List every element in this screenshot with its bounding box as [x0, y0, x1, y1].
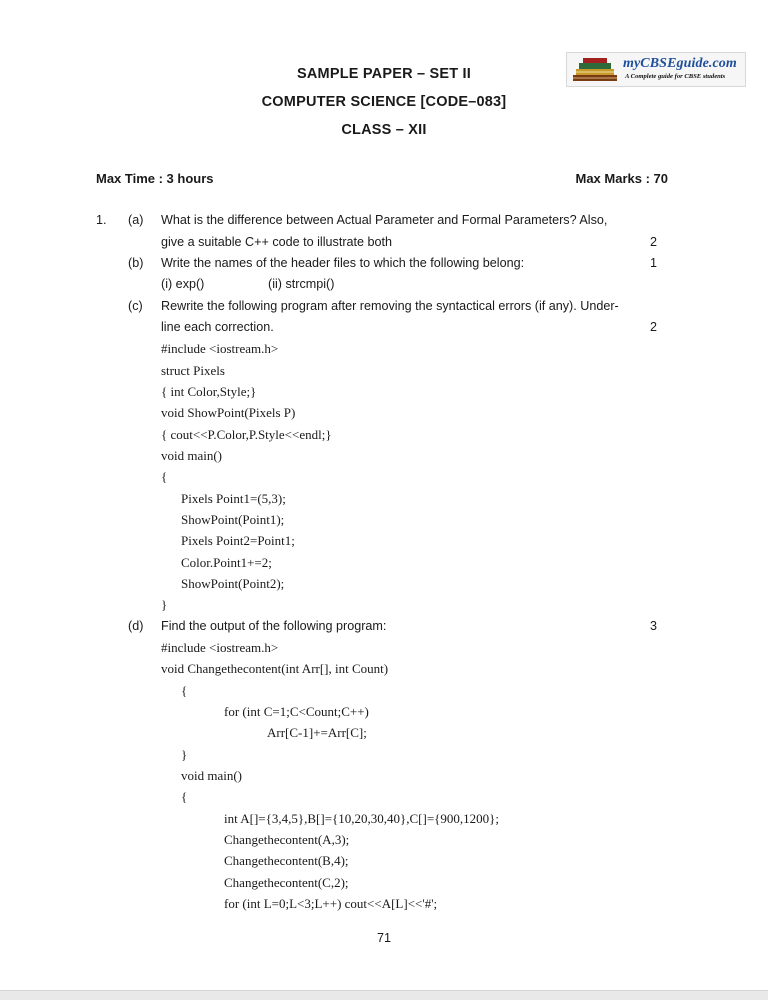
part-a-line2: give a suitable C++ code to illustrate both: [161, 235, 393, 249]
code-line: for (int C=1;C<Count;C++): [224, 704, 369, 719]
part-b-label: (b): [128, 256, 144, 270]
part-b-option-1: (i) exp(): [161, 277, 205, 291]
max-marks: Max Marks : 70: [575, 171, 668, 186]
code-line: Pixels Point2=Point1;: [181, 533, 295, 548]
code-line: ShowPoint(Point2);: [181, 576, 285, 591]
part-c-line1: Rewrite the following program after removing the syntactical errors (if any). Under-: [161, 299, 619, 313]
code-line: int A[]={3,4,5},B[]={10,20,30,40},C[]={900,1200};: [224, 811, 500, 826]
part-d-marks: 3: [650, 619, 658, 633]
code-line: Color.Point1+=2;: [181, 555, 272, 570]
paper-title: SAMPLE PAPER – SET II: [297, 66, 471, 82]
part-c-marks: 2: [650, 320, 658, 334]
part-b-line1: Write the names of the header files to which the following belong:: [161, 256, 525, 270]
part-b-marks: 1: [650, 256, 658, 270]
code-line: { cout<<P.Color,P.Style<<endl;}: [161, 427, 332, 442]
class-title: CLASS – XII: [341, 122, 427, 138]
page-number: 71: [376, 931, 391, 945]
question-number: 1.: [96, 213, 107, 227]
code-line: { int Color,Style;}: [161, 384, 257, 399]
part-d-line1: Find the output of the following program:: [161, 619, 387, 633]
code-line: #include <iostream.h>: [161, 341, 279, 356]
part-b-option-2: (ii) strcmpi(): [268, 277, 335, 291]
logo-tagline: A Complete guide for CBSE students: [625, 73, 726, 80]
code-line: }: [181, 747, 188, 762]
code-line: void ShowPoint(Pixels P): [161, 405, 296, 420]
code-line: ShowPoint(Point1);: [181, 512, 285, 527]
code-line: #include <iostream.h>: [161, 640, 279, 655]
code-line: for (int L=0;L<3;L++) cout<<A[L]<<'#';: [224, 896, 438, 911]
subject-title: COMPUTER SCIENCE [CODE–083]: [261, 94, 507, 110]
code-line: void Changethecontent(int Arr[], int Count): [161, 661, 389, 676]
code-line: Changethecontent(A,3);: [224, 832, 350, 847]
code-line: {: [181, 683, 188, 698]
code-line: void main(): [181, 768, 243, 783]
code-line: Changethecontent(B,4);: [224, 853, 349, 868]
code-line: Pixels Point1=(5,3);: [181, 491, 286, 506]
code-line: Arr[C-1]+=Arr[C];: [267, 725, 367, 740]
code-line: void main(): [161, 448, 223, 463]
part-a-marks: 2: [650, 235, 658, 249]
code-line: {: [161, 469, 168, 484]
code-line: Changethecontent(C,2);: [224, 875, 349, 890]
part-a-line1: What is the difference between Actual Parameter and Formal Parameters? Also,: [161, 213, 608, 227]
part-c-line2: line each correction.: [161, 320, 274, 334]
part-c-label: (c): [128, 299, 143, 313]
code-line: {: [181, 789, 188, 804]
code-line: struct Pixels: [161, 363, 225, 378]
code-line: }: [161, 597, 168, 612]
logo-name: myCBSEguide.com: [623, 56, 737, 71]
max-time: Max Time : 3 hours: [96, 171, 214, 186]
part-a-label: (a): [128, 213, 144, 227]
part-d-label: (d): [128, 619, 144, 633]
